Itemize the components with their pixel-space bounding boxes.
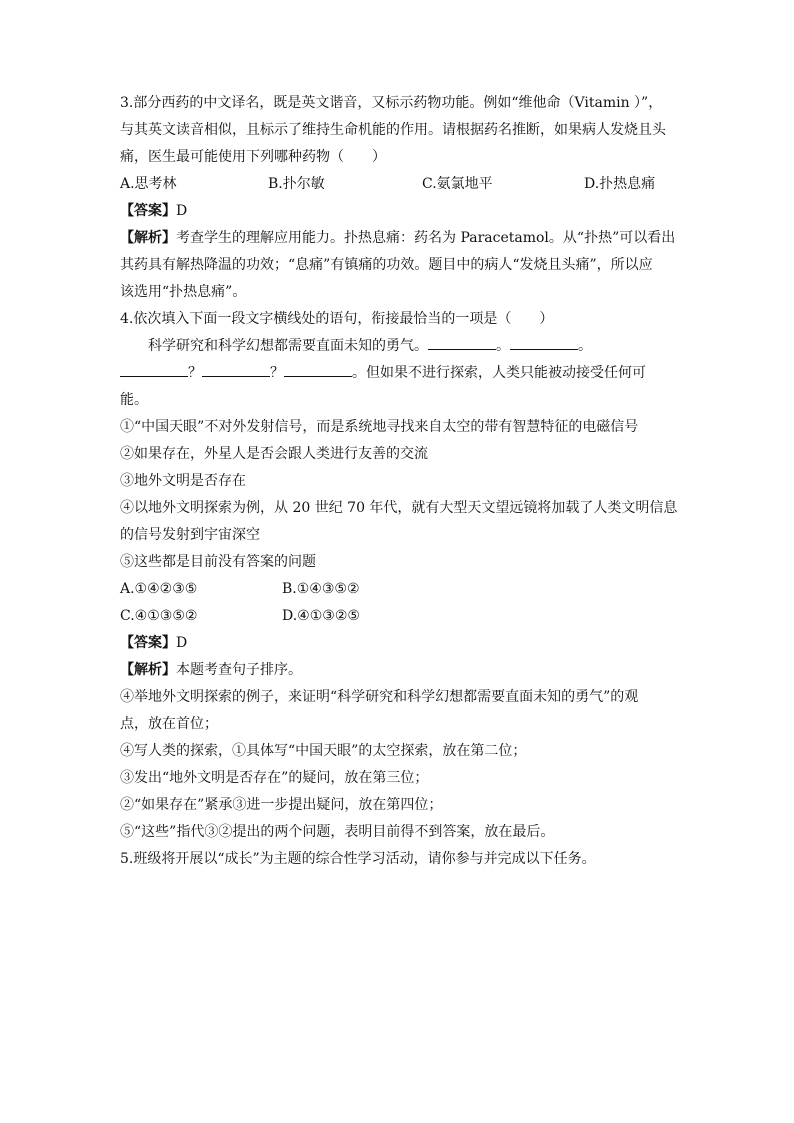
q4-blank-2 xyxy=(510,333,578,350)
q4-analysis-line-2: 点，放在首位； xyxy=(120,716,218,732)
q4-sentence-1: ①“中国天眼”不对外发射信号，而是系统地寻找来自太空的带有智慧特征的电磁信号 xyxy=(120,419,639,435)
q4-blank-1 xyxy=(428,333,496,350)
q4-option-d: D.④①③②⑤ xyxy=(282,608,360,624)
q4-blank-3 xyxy=(120,360,188,377)
q4-answer xyxy=(120,630,676,657)
q3-answer xyxy=(120,198,676,225)
q4-analysis-line-3: ④写人类的探索，①具体写“中国天眼”的太空探索，放在第二位； xyxy=(120,743,527,759)
q3-stem-line-3: 痛，医生最可能使用下列哪种药物（ ） xyxy=(120,149,386,165)
q4-blank-4 xyxy=(202,360,270,377)
q4-dot-1: 。 xyxy=(496,338,510,354)
q4-option-b: B.①④③⑤② xyxy=(282,581,360,597)
q4-dot-2: 。 xyxy=(578,338,592,354)
q4-analysis-line-6: ⑤“这些”指代③②提出的两个问题，表明目前得不到答案，放在最后。 xyxy=(120,824,555,840)
q4-options-row-2 xyxy=(120,603,676,630)
q4-passage-end: 。但如果不进行探索，人类只能被动接受任何可 xyxy=(352,365,646,381)
q4-question-mark-2: ？ xyxy=(270,365,284,381)
q3-analysis-line-3: 该选用“扑热息痛”。 xyxy=(120,284,247,300)
q5-stem: 5.班级将开展以“成长”为主题的综合性学习活动，请你参与并完成以下任务。 xyxy=(120,851,596,867)
q4-sentence-4: ④以地外文明探索为例，从 20 世纪 70 年代，就有大型天文望远镜将加载了人类文明信息 xyxy=(120,500,678,516)
q3-analysis-label: 【解析】 xyxy=(120,230,176,246)
q4-question-mark-1: ？ xyxy=(188,365,202,381)
q3-analysis-line-1 xyxy=(120,225,676,252)
q4-analysis-label: 【解析】 xyxy=(120,662,176,678)
q3-option-d: D.扑热息痛 xyxy=(584,176,656,192)
q3-stem-line-2: 与其英文读音相似，且标示了维持生命机能的作用。请根据药名推断，如果病人发烧且头 xyxy=(120,122,666,138)
q4-option-c: C.④①③⑤② xyxy=(120,608,198,624)
q4-passage-line-2 xyxy=(120,360,676,387)
q3-option-c: C.氨氯地平 xyxy=(422,176,493,192)
q3-answer-label: 【答案】 xyxy=(120,203,176,219)
q4-analysis-text: 本题考查句子排序。 xyxy=(176,662,302,678)
q3-option-b: B.扑尔敏 xyxy=(268,176,325,192)
q4-answer-label: 【答案】 xyxy=(120,635,176,651)
q3-analysis-text-1: 考查学生的理解应用能力。扑热息痛：药名为 Paracetamol。从“扑热”可以看出 xyxy=(176,230,676,246)
q3-stem-line-1: 3.部分西药的中文译名，既是英文谐音，又标示药物功能。例如“维他命（Vitamin ）”， xyxy=(120,95,663,111)
q4-analysis-intro xyxy=(120,657,676,684)
q4-blank-5 xyxy=(284,360,352,377)
q3-option-a: A.思考林 xyxy=(120,176,177,192)
document-content xyxy=(120,90,676,873)
q4-analysis-line-4: ③发出“地外文明是否存在”的疑问，放在第三位； xyxy=(120,770,429,786)
q4-passage-line-3: 能。 xyxy=(120,392,148,408)
q4-sentence-2: ②如果存在，外星人是否会跟人类进行友善的交流 xyxy=(120,446,428,462)
q4-sentence-3: ③地外文明是否存在 xyxy=(120,473,246,489)
q4-stem: 4.依次填入下面一段文字横线处的语句，衔接最恰当的一项是（ ） xyxy=(120,311,554,327)
q4-options-row-1 xyxy=(120,576,676,603)
q4-analysis-line-1: ④举地外文明探索的例子，来证明“科学研究和科学幻想都需要直面未知的勇气”的观 xyxy=(120,689,639,705)
q3-answer-value: D xyxy=(176,203,188,219)
q4-passage-start: 科学研究和科学幻想都需要直面未知的勇气。 xyxy=(148,338,428,354)
q3-analysis-line-2: 其药具有解热降温的功效；“息痛”有镇痛的功效。题目中的病人“发烧且头痛”，所以应 xyxy=(120,257,653,273)
q4-passage-line-1 xyxy=(120,333,676,360)
q4-sentence-4-cont: 的信号发射到宇宙深空 xyxy=(120,527,260,543)
q4-option-a: A.①④②③⑤ xyxy=(120,581,198,597)
q3-options xyxy=(120,171,676,198)
q4-sentence-5: ⑤这些都是目前没有答案的问题 xyxy=(120,554,316,570)
q4-analysis-line-5: ②“如果存在”紧承③进一步提出疑问，放在第四位； xyxy=(120,797,443,813)
q4-answer-value: D xyxy=(176,635,188,651)
